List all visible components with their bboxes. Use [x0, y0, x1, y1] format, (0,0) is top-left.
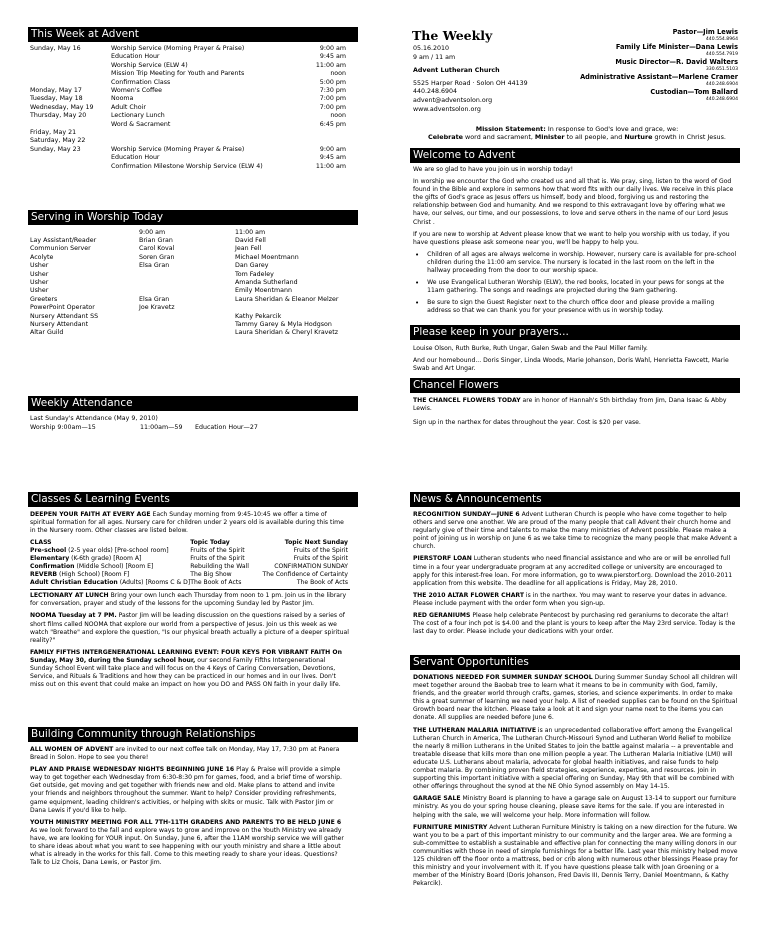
serving-role: Nursery Attendant SS	[30, 312, 99, 320]
classes-name-bold: Adult Christian Education	[30, 579, 118, 587]
classes-p1-text: Each Sunday morning from 9:45-10:45 we offer a time of spiritual formation for all ages. Nursery care for children under 2 years old is available during this time in the Nursery room. Other classes are listed below.	[30, 511, 344, 535]
mission-text-a: In response to God's love and grace, we:	[545, 125, 679, 133]
classes-col-today: Topic Today	[190, 539, 230, 547]
classes-p4-bold: FAMILY FIFTHS INTERGENERATIONAL LEARNING EVENT: FOUR KEYS FOR VIBRANT FAITH	[30, 648, 331, 656]
week-event: Confirmation Class	[111, 78, 171, 86]
staff-list	[518, 28, 738, 103]
week-row	[30, 163, 346, 171]
classes-col-class: CLASS	[30, 539, 52, 547]
week-row	[30, 53, 346, 61]
serving-9am: Carol Koval	[139, 245, 175, 253]
week-day: Monday, May 17	[30, 87, 82, 95]
classes-topic-today: Fruits of the Spirit	[190, 555, 245, 563]
week-day: Saturday, May 22	[30, 137, 86, 145]
week-day	[30, 62, 111, 70]
week-event: Word & Sacrament	[111, 120, 171, 128]
welcome-body	[413, 166, 739, 320]
bullet-icon: •	[415, 279, 420, 288]
serving-role: Acolyte	[30, 253, 54, 261]
classes-topic-next: CONFIRMATION SUNDAY	[274, 563, 348, 571]
serving-row	[30, 279, 360, 287]
week-event: Worship Service (Morning Prayer & Praise)	[111, 45, 245, 52]
serving-role: Usher	[30, 279, 49, 287]
serving-header: Serving in Worship Today	[28, 210, 358, 225]
news-p2	[413, 555, 739, 587]
classes-p3-text: Pastor Jim will be leading discussion on the questions raised by a series of short films called NOOMA that explore our world from a perspective of Jesus. Join us this week as we watch "Breathe" and explore the question, "Is our physical breath actually a picture of a deeper spiritual reality?"	[30, 612, 349, 644]
serving-role: Usher	[30, 262, 49, 270]
news-p4-bold: RED GERANIUMS	[413, 612, 471, 620]
classes-topic-today: Rebuilding the Wall	[190, 563, 249, 571]
attendance-worship: Worship 9:00am—15	[30, 424, 96, 431]
news-p3	[413, 592, 739, 608]
this-week-header: This Week at Advent	[28, 27, 358, 42]
serving-9am	[139, 313, 235, 321]
week-time: 11:00 am	[315, 162, 346, 170]
classes-name	[30, 555, 190, 563]
welcome-bullet-text: Children of all ages are always welcome in worship. However, nursery care is available for pre-school children during the 11:00 am service. The nursery is located in the last room on the left in the hallway proceeding from the door to our worship space.	[427, 250, 737, 275]
week-row	[30, 45, 346, 53]
classes-p4	[30, 649, 350, 689]
serving-role: Communion Server	[30, 245, 91, 253]
classes-name-bold: Confirmation	[30, 563, 75, 571]
mission-minister: Minister	[534, 133, 565, 142]
news-p4-text: Please help celebrate Pentecost by purchasing red geraniums to decorate the altar! The cost of a four inch pot is $4.00 and the plant is yours to keep after the May 23rd service. Today is the last day to order. Please include your dedications with your order.	[413, 612, 736, 636]
staff-role: Music Director—R. David Walters	[615, 58, 738, 66]
servant-p2-text: is an unprecedented collaborative effort among the Evangelical Lutheran Church in America, The Lutheran Church-Missouri Synod and Lutheran World Relief to mobilize the nearly 8 million Lutherans in the United States to join the battle against malaria -- a preventable and treatable disease that kills more than one million people a year. The Lutheran Malaria Initiative (LMI) will educate U.S. Lutherans about malaria, advocate for global health initiatives, and raise funds to help combat malaria. By combining proven field strategies, experience, expertise, and resources. Join in supporting this important initiative with a special offering on Sunday, May 9th that will be combined with other offerings throughout the synod at the NE Ohio Synod assembly on May 14-15.	[413, 726, 735, 791]
serving-9am	[139, 321, 235, 329]
community-p1-bold: ALL WOMEN OF ADVENT	[30, 746, 114, 753]
flowers-body	[413, 397, 739, 427]
staff-phone: 440.248.6904	[705, 82, 738, 87]
classes-p3	[30, 612, 350, 644]
serving-11am: Tom Fadeley	[235, 270, 274, 278]
classes-name	[30, 571, 190, 579]
this-week-table	[30, 45, 346, 171]
masthead-phone: 440.248.6904	[413, 88, 458, 95]
attendance-education: Education Hour—27	[195, 424, 258, 431]
community-p2-bold: PLAY AND PRAISE WEDNESDAY NIGHTS BEGINNING JUNE 16	[30, 766, 235, 774]
week-time: 11:00 am	[315, 61, 346, 69]
flowers-text: are in honor of Hannah's 5th birthday from Jim, Dana Isaac & Abby Lewis.	[413, 397, 727, 413]
bullet-icon: •	[415, 299, 420, 308]
community-p3	[30, 819, 350, 868]
week-day: Sunday, May 23	[30, 145, 81, 153]
community-p3-text: As we look forward to the fall and explore ways to grow and improve on the Youth Ministry we already have, we are looking for YOUR input. On Sunday, June 6, after the 11AM worship service we will gather to share ideas about what you want to see happening with our youth ministry and share a little about what is already in the works for this fall. Come to this meeting ready to share your ideas. Questions? Talk to Liz Chois, Dana Lewis, or Pastor Jim.	[30, 826, 344, 867]
news-p2-bold: PIERSTORF LOAN	[413, 555, 472, 563]
classes-row	[30, 563, 348, 571]
week-row	[30, 70, 346, 78]
week-time: 9:45 am	[319, 53, 346, 61]
week-event: Worship Service (Morning Prayer & Praise)	[111, 145, 245, 153]
flowers-bold: THE CHANCEL FLOWERS TODAY	[413, 397, 521, 404]
serving-row	[30, 321, 360, 329]
week-row	[30, 104, 346, 112]
servant-p4-bold: FURNITURE MINISTRY	[413, 823, 488, 831]
community-p1-text: are invited to our next coffee talk on Monday, May 17, 7:30 pm at Panera Bread in Solon. Hope to see you there!	[30, 746, 340, 762]
mission-text-c: to all people, and	[564, 133, 625, 142]
week-row	[30, 87, 346, 95]
news-p3-bold: THE 2010 ALTAR FLOWER CHART	[413, 591, 524, 599]
week-time: 7:00 pm	[319, 95, 346, 103]
week-day: Sunday, May 16	[30, 45, 81, 52]
masthead-email: advent@adventsolon.org	[413, 97, 493, 104]
servant-p2	[413, 727, 739, 792]
servant-p3-text: Ministry Board is planning to have a garage sale on August 13-14 to support our furniture ministry. As you do your spring house cleaning, please save items for the sale. If you are interested in helping with the sale, we will welcome your help. More information will follow.	[413, 795, 737, 819]
classes-topic-next: The Confidence of Certainty	[262, 571, 348, 579]
week-row	[30, 95, 346, 103]
week-time: noon	[330, 112, 346, 120]
serving-9am: Elsa Gran	[139, 262, 170, 270]
week-day: Wednesday, May 19	[30, 103, 94, 111]
classes-p2-text: Bring your own lunch each Thursday from noon to 1 pm. Join us in the library for conversation, prayer and study of the lessons for the upcoming Sunday led by Pastor Jim.	[30, 592, 347, 608]
serving-11am: Tammy Garey & Myla Hodgson	[235, 321, 332, 329]
community-header: Building Community through Relationships	[28, 727, 358, 742]
classes-col-next: Topic Next Sunday	[284, 539, 348, 547]
classes-p4-text: our second Family Fifths Intergenerational Sunday School Event will take place and will focus on the 4 Keys of Caring Conversation, Devotions, Service, and Rituals & Traditions and how they can be practiced in our homes and in our lives. Don't miss out on this event that could make an impact on how you DO and PASS ON faith in your daily life.	[30, 656, 341, 689]
staff-role: Pastor—Jim Lewis	[672, 28, 738, 36]
prayers-header: Please keep in your prayers...	[410, 325, 740, 340]
classes-p1	[30, 511, 350, 535]
week-event	[111, 137, 301, 145]
staff-phone: 440.248.6904	[705, 97, 738, 102]
community-p1	[30, 746, 350, 762]
serving-9am: Joe Kravetz	[139, 304, 175, 312]
servant-p1	[413, 674, 739, 723]
servant-p4-text: Advent Lutheran Furniture Ministry is taking on a new direction for the future. We want you to be a part of this important ministry to our community and the larger area. We are forming a sub-committee to establish a sustainable and effective plan for connecting the many willing donors in our communities with those in need of simple furnishings for a better life. Last year this ministry helped move 125 children off the floor onto a mattress, bed or crib along with numerous other blessings Please pray for this ministry and your involvement with it. If you have questions please talk with Joan Groening or a member of the Ministry Board (Doris Johanson, Fred Davis III, Dennis Terry, Daniel Moentmann, & Kathy Pekarcik).	[413, 823, 738, 888]
week-time: 6:45 pm	[319, 120, 346, 128]
serving-11am: Laura Sheridan & Cheryl Kravetz	[235, 329, 339, 337]
community-p3-bold: YOUTH MINISTRY MEETING FOR ALL 7TH-11TH GRADERS AND PARENTS TO BE HELD JUNE 6	[30, 818, 342, 826]
serving-9am: Brian Gran	[139, 237, 173, 244]
week-row	[30, 62, 346, 70]
classes-topic-today: Fruits of the Spirit	[190, 547, 245, 555]
welcome-bullet	[415, 251, 739, 275]
serving-role: Lay Assistant/Reader	[30, 237, 97, 244]
week-row	[30, 154, 346, 162]
serving-row	[30, 245, 360, 253]
serving-9am: Elsa Gran	[139, 295, 170, 303]
week-day	[30, 121, 111, 129]
classes-body	[30, 511, 350, 689]
classes-p4-bold2: On Sunday, May 30, during the Sunday school hour,	[30, 648, 342, 664]
classes-row	[30, 555, 348, 563]
staff-phone: 440.554.8964	[705, 37, 738, 42]
classes-name	[30, 579, 190, 587]
week-row	[30, 137, 346, 145]
classes-row	[30, 571, 348, 579]
classes-p3-bold: NOOMA Tuesday at 7 PM.	[30, 612, 117, 620]
classes-name	[30, 547, 190, 555]
welcome-bullet-list	[413, 251, 739, 316]
serving-11am: Emily Moentmann	[235, 287, 292, 295]
masthead-web: www.adventsolon.org	[413, 106, 481, 113]
serving-11am: Kathy Pekarcik	[235, 312, 282, 320]
classes-name	[30, 563, 190, 571]
masthead-date: 05.16.2010	[413, 45, 450, 52]
news-p2-text: Lutheran students who need financial assistance and who are or will be enrolled full time in a four year undergraduate program at any accredited college or university are encouraged to apply for this interest-free loan. For more information, go to www.pierstorf.org. Download the 2010-2011 application from this website. The deadline for all applications is Friday, May 28, 2010.	[413, 555, 733, 587]
classes-name-detail: (Adults) [Rooms C & D]	[117, 579, 191, 587]
serving-11am: Amanda Sutherland	[235, 279, 298, 287]
news-p3-text: is in the narthex. You may want to reserve your dates in advance. Please include payment with the order form when you sign-up.	[413, 591, 727, 607]
week-time: 7:00 pm	[319, 103, 346, 111]
week-day	[30, 70, 111, 78]
week-event: Adult Choir	[111, 103, 146, 111]
week-time: noon	[330, 70, 346, 78]
classes-topic-today: The Book of Acts	[190, 579, 242, 587]
classes-p1-bold: DEEPEN YOUR FAITH AT EVERY AGE	[30, 511, 151, 518]
serving-col1-head: 9:00 am	[139, 229, 166, 236]
week-event: Confirmation Milestone Worship Service (ELW 4)	[111, 162, 263, 170]
welcome-p3: If you are new to worship at Advent please know that we want to help you worship with us today, if you have questions please ask someone near you, we'll be happy to help you.	[413, 230, 730, 246]
serving-9am	[139, 329, 235, 337]
week-day	[30, 53, 111, 61]
mission-text-b: word and sacrament,	[463, 133, 535, 142]
mission-label: Mission Statement:	[475, 125, 546, 133]
servant-p3-bold: GARAGE SALE	[413, 795, 461, 803]
serving-row	[30, 287, 360, 295]
serving-role: Usher	[30, 287, 49, 295]
serving-9am	[139, 279, 235, 287]
serving-11am: David Fell	[235, 237, 266, 244]
mission-text-d: growth in Christ Jesus.	[652, 133, 726, 142]
news-body	[413, 511, 739, 636]
news-p1-text: Advent Lutheran Church is people who have come together to help others and serve one another. We are proud of the many people that call Advent their church home and regularly give of their time and talents to make the many ministries of Advent possible. Please make a point of joining us in worship on June 6 as we take time to recognize the many people that make Advent a church.	[413, 511, 738, 551]
attendance-line: Last Sunday's Attendance (May 9, 2010)	[30, 415, 158, 422]
servant-p4	[413, 824, 739, 889]
servant-p1-bold: DONATIONS NEEDED FOR SUMMER SUNDAY SCHOOL	[413, 674, 593, 681]
servant-p3	[413, 795, 739, 819]
news-p1-bold: RECOGNITION SUNDAY—JUNE 6	[413, 511, 520, 518]
serving-role: Usher	[30, 270, 49, 278]
serving-row	[30, 254, 360, 262]
week-day: Tuesday, May 18	[30, 95, 83, 103]
week-time: 9:45 am	[319, 154, 346, 162]
prayers-p1: Louise Olson, Ruth Burke, Ruth Ungar, Galen Swab and the Paul Miller family.	[413, 345, 648, 352]
news-p1	[413, 511, 739, 551]
week-row	[30, 146, 346, 154]
masthead-title: The Weekly	[412, 28, 493, 43]
servant-p2-bold: THE LUTHERAN MALARIA INITIATIVE	[413, 726, 536, 734]
servant-header: Servant Opportunities	[410, 655, 740, 670]
serving-row	[30, 304, 360, 312]
serving-role: Altar Guild	[30, 329, 64, 337]
classes-name-detail: (High School) [Room F]	[57, 571, 130, 579]
week-row	[30, 79, 346, 87]
classes-name-bold: REVERB	[30, 571, 58, 579]
mission-nurture: Nurture	[624, 133, 653, 142]
serving-role: Greeters	[30, 295, 58, 303]
classes-name-detail: (2-5 year olds) [Pre-school room]	[66, 547, 169, 555]
news-header: News & Announcements	[410, 492, 740, 507]
staff-role: Family Life Minister—Dana Lewis	[615, 43, 738, 51]
attendance-header: Weekly Attendance	[28, 396, 358, 411]
masthead-address: 5525 Harper Road · Solon OH 44139	[413, 80, 528, 87]
classes-name-detail: (K-6th grade) [Room A]	[69, 555, 142, 563]
serving-role: PowerPoint Operator	[30, 304, 95, 312]
serving-9am	[139, 271, 235, 279]
prayers-body	[413, 345, 739, 373]
staff-phone: 330.651.5103	[705, 67, 738, 72]
flowers-header: Chancel Flowers	[410, 378, 740, 393]
week-event: Education Hour	[111, 53, 160, 61]
welcome-bullet	[415, 279, 739, 295]
serving-row	[30, 271, 360, 279]
classes-row	[30, 547, 348, 555]
classes-topic-today: The Big Show	[190, 571, 232, 579]
staff-role: Custodian—Tom Ballard	[650, 88, 738, 96]
flowers-p1	[413, 397, 739, 413]
classes-row	[30, 579, 348, 587]
classes-table	[30, 539, 348, 587]
week-day	[30, 79, 111, 87]
week-event	[111, 129, 301, 137]
serving-9am: Soren Gran	[139, 253, 175, 261]
mission-celebrate: Celebrate	[428, 133, 464, 142]
staff-role: Administrative Assistant—Marlene Cramer	[580, 73, 738, 81]
community-body	[30, 746, 350, 867]
bullet-icon: •	[415, 250, 420, 259]
masthead-times: 9 am / 11 am	[413, 54, 456, 61]
servant-p1-text: During Summer Sunday School all children will meet together around the Baobab tree to learn what it means to be in community with God, family, friends, and the greater world through crafts, games, stories, and science experiments. In order to make this a great summer of learning we need your help. A list of needed supplies can be found on the Spiritual Growth board near the kitchen. Please take a look at it and sign your name next to the items you can donate. All supplies are needed before June 6.	[413, 674, 738, 722]
classes-topic-next: The Book of Acts	[296, 579, 348, 587]
classes-name-detail: (Middle School) [Room E]	[74, 563, 154, 571]
week-day: Friday, May 21	[30, 129, 77, 137]
week-event: Worship Service (ELW 4)	[111, 61, 188, 69]
classes-p2-bold: LECTIONARY AT LUNCH	[30, 592, 109, 600]
welcome-p2: In worship we encounter the God who created us and all that is. We pray, sing, listen to the word of God found in the Bible and explore in sermons how that word fits with our daily lives. We receive in this place the gifts of God's grace as Jesus offers us himself, body and blood, forgiving us and restoring the relationship between God and humanity. And we respond to this extravagant love by offering what we have, our selves, our time, and our possessions, to love and serve others in the name of our Lord Jesus Christ .	[413, 178, 734, 226]
mission-statement	[412, 125, 742, 142]
serving-row	[30, 329, 360, 337]
masthead-church: Advent Lutheran Church	[413, 67, 500, 74]
week-row	[30, 121, 346, 129]
welcome-bullet-text: We use Evangelical Lutheran Worship (ELW), the red books, located in your pews for songs at the 11am gathering. The songs and readings are projected during the 9am gathering.	[427, 279, 725, 295]
classes-name-bold: Elementary	[30, 555, 70, 563]
week-row	[30, 112, 346, 120]
welcome-header: Welcome to Advent	[410, 148, 740, 163]
servant-body	[413, 674, 739, 888]
attendance-eleven: 11:00am—59	[140, 424, 183, 431]
week-day: Thursday, May 20	[30, 112, 87, 120]
week-day	[30, 154, 111, 162]
serving-role: Nursery Attendant	[30, 321, 89, 329]
classes-topic-next: Fruits of the Spirit	[293, 555, 348, 563]
week-event: Mission Trip Meeting for Youth and Parents	[111, 70, 245, 78]
week-row	[30, 129, 346, 137]
serving-row	[30, 262, 360, 270]
week-event: Nooma	[111, 95, 134, 103]
serving-row	[30, 313, 360, 321]
serving-9am	[139, 287, 235, 295]
serving-11am	[235, 304, 360, 312]
classes-topic-next: Fruits of the Spirit	[293, 547, 348, 555]
serving-11am: Jean Fell	[235, 245, 262, 253]
community-p2-text: Play & Praise will provide a simple way to get together each Wednesday from 6:30-8:30 pm for games, food, and a brief time of worship. Get outside, get moving and get together with friends new and old. Make plans to attend and invite your friends and neighbors throughout the summer. Want to help? Consider providing refreshments, game equipment, leading children's activities, or helping with skits or music. Talk with Pastor Jim or Dana Lewis if you'd like to help.	[30, 766, 342, 814]
news-p4	[413, 612, 739, 636]
welcome-bullet-text: Be sure to sign the Guest Register next to the church office door and please provide a mailing address so that we can thank you for your presence with us in worship today.	[427, 299, 715, 315]
week-day	[30, 163, 111, 171]
week-time	[301, 129, 346, 137]
flowers-p2: Sign up in the narthex for dates throughout the year. Cost is $20 per vase.	[413, 419, 641, 427]
week-event: Women's Coffee	[111, 87, 163, 95]
week-event: Education Hour	[111, 154, 160, 162]
welcome-p1: We are so glad to have you join us in worship today!	[413, 166, 574, 173]
welcome-bullet	[415, 299, 739, 315]
week-time	[301, 137, 346, 145]
staff-phone: 440.554.7919	[705, 52, 738, 57]
serving-11am: Michael Moentmann	[235, 253, 299, 261]
serving-row	[30, 296, 360, 304]
serving-row	[30, 237, 360, 245]
serving-col2-head: 11:00 am	[235, 229, 266, 236]
classes-name-bold: Pre-school	[30, 547, 67, 555]
week-time: 7:30 pm	[319, 87, 346, 95]
community-p2	[30, 766, 350, 815]
week-event: Lectionary Lunch	[111, 112, 165, 120]
serving-11am: Dan Garey	[235, 262, 269, 270]
week-time: 9:00 am	[319, 145, 346, 153]
classes-header: Classes & Learning Events	[28, 492, 358, 507]
serving-table	[30, 237, 360, 338]
serving-11am: Laura Sheridan & Eleanor Melzer	[235, 295, 339, 303]
week-time: 5:00 pm	[319, 78, 346, 86]
prayers-p2: And our homebound... Doris Singer, Linda Woods, Marie Johanson, Doris Wahl, Henrietta Fawcett, Marie Swab and Art Ungar.	[413, 357, 729, 373]
week-time: 9:00 am	[319, 45, 346, 52]
classes-p2	[30, 592, 350, 608]
